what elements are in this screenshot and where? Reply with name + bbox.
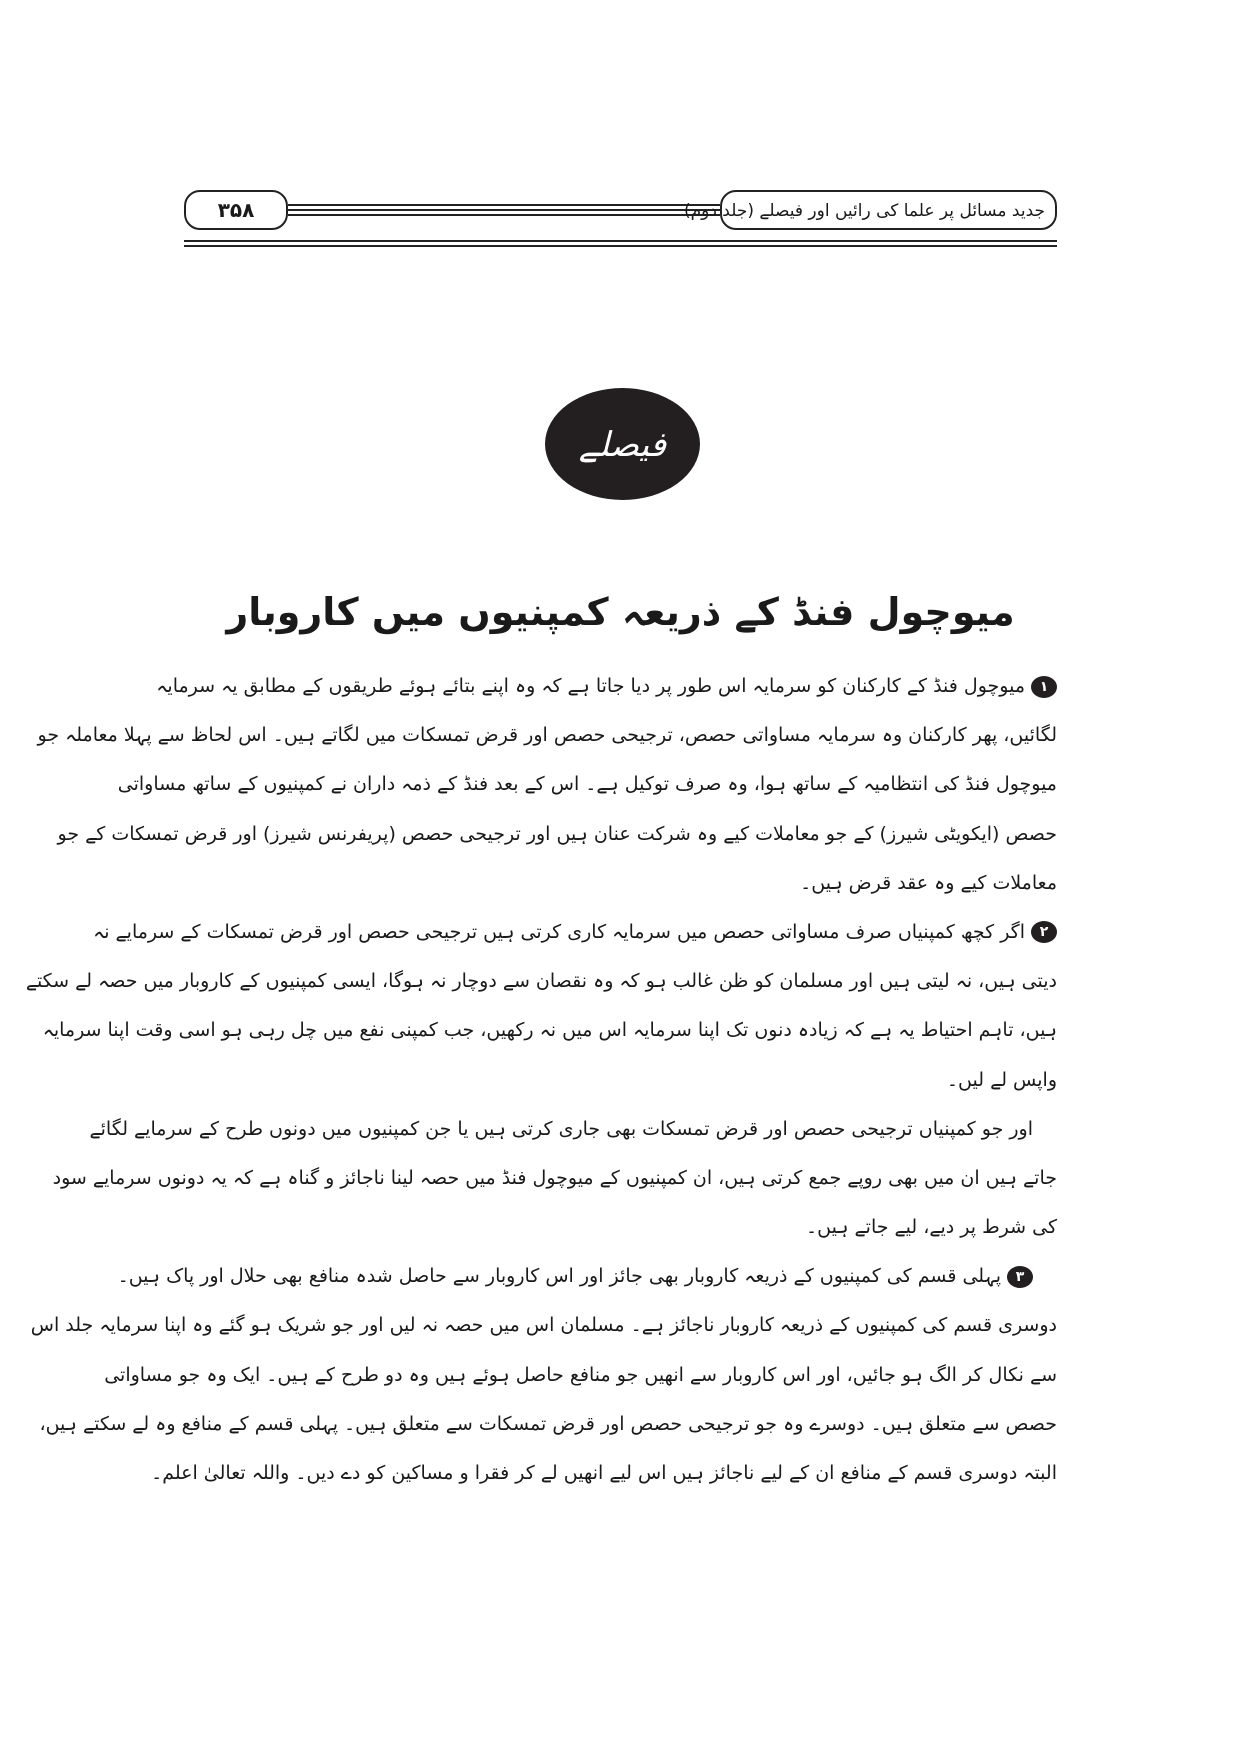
line-text: دوسری قسم کی کمپنیوں کے ذریعہ کاروبار ناجائز ہے۔ مسلمان اس میں حصہ نہ لیں اور جو شریک ہو گئے وہ اپنا سرمایہ جلد اس (30, 1314, 1057, 1337)
paragraph-line (151, 1455, 1057, 1504)
paragraph-line (25, 963, 1057, 1012)
line-text: لگائیں، پھر کارکنان وہ سرمایہ مساواتی حصص، ترجیحی حصص اور قرض تمسکات میں لگاتے ہیں۔ اس لحاظ سے پہلا معاملہ جو (37, 724, 1057, 747)
paragraph-line (42, 1012, 1057, 1061)
line-text: اگر کچھ کمپنیاں صرف مساواتی حصص میں سرمایہ کاری کرتی ہیں ترجیحی حصص اور قرض تمسکات کے سرمایے نہ (93, 920, 1025, 943)
line-text: جاتے ہیں ان میں بھی روپے جمع کرتی ہیں، ان کمپنیوں کے میوچول فنڈ میں حصہ لینا ناجائز و گناہ ہے کہ یہ دونوں سرمایے سود (52, 1166, 1057, 1189)
section-badge-text: فیصلے (578, 424, 667, 465)
line-text: حصص (ایکویٹی شیرز) کے جو معاملات کیے وہ شرکت عنان ہیں اور ترجیحی حصص (پریفرنس شیرز) اور قرض تمسکات کے جو (57, 822, 1057, 845)
paragraph-line (156, 668, 1057, 717)
numbered-marker-icon: ۳ (1007, 1266, 1033, 1288)
line-text: سے نکال کر الگ ہو جائیں، اور اس کاروبار سے انھیں جو منافع حاصل ہوئے ہیں وہ دو طرح کے ہیں۔ ایک وہ جو مساواتی (104, 1363, 1057, 1386)
paragraph-line (184, 865, 1057, 914)
paragraph-line (37, 717, 1057, 766)
paragraph-line (52, 1160, 1057, 1209)
line-text: حصص سے متعلق ہیں۔ دوسرے وہ جو ترجیحی حصص اور قرض تمسکات سے متعلق ہیں۔ پہلی قسم کے منافع وہ لے سکتے ہیں، (39, 1412, 1057, 1435)
paragraph-line (184, 1209, 1057, 1258)
line-text: واپس لے لیں۔ (946, 1068, 1057, 1091)
line-text: میوچول فنڈ کی انتظامیہ کے ساتھ ہوا، وہ صرف توکیل ہے۔ اس کے بعد فنڈ کے ذمہ داران نے کمپنیوں کے ساتھ مساواتی (117, 773, 1057, 796)
paragraph-line (39, 1406, 1057, 1455)
line-text: دیتی ہیں، نہ لیتی ہیں اور مسلمان کو ظن غالب ہو کہ وہ نقصان سے دوچار نہ ہوگا، ایسی کمپنیوں کے کاروبار میں حصہ لے سکتے (25, 970, 1057, 993)
page-number-text: ۳۵۸ (217, 198, 255, 222)
line-text: ہیں، تاہم احتیاط یہ ہے کہ زیادہ دنوں تک اپنا سرمایہ اس میں نہ رکھیں، جب کمپنی نفع میں چل رہی ہو اسی وقت اپنا سرمایہ (42, 1019, 1057, 1042)
paragraph-line (117, 766, 1057, 815)
numbered-marker-icon: ۲ (1031, 921, 1057, 943)
paragraph-line (117, 1258, 1057, 1307)
book-title: جدید مسائل پر علما کی رائیں اور فیصلے (جلد دوم) (683, 200, 1045, 221)
line-text: معاملات کیے وہ عقد قرض ہیں۔ (800, 871, 1057, 894)
chapter-title: میوچول فنڈ کے ذریعہ کمپنیوں میں کاروبار (226, 590, 1015, 634)
numbered-marker-icon: ۱ (1031, 676, 1057, 698)
running-header (683, 190, 1057, 230)
line-text: اور جو کمپنیاں ترجیحی حصص اور قرض تمسکات بھی جاری کرتی ہیں یا جن کمپنیوں میں دونوں طرح کے سرمایے لگائے (89, 1117, 1033, 1140)
paragraph-line (89, 1111, 1057, 1160)
line-text: کی شرط پر دیے، لیے جاتے ہیں۔ (806, 1216, 1057, 1239)
line-text: پہلی قسم کی کمپنیوں کے ذریعہ کاروبار بھی جائز اور اس کاروبار سے حاصل شدہ منافع بھی حلال اور پاک ہیں۔ (117, 1265, 1001, 1288)
paragraph-line (30, 1307, 1057, 1356)
section-badge (545, 388, 700, 500)
body-text (25, 668, 1057, 1504)
paragraph-line (104, 1357, 1057, 1406)
line-text: میوچول فنڈ کے کارکنان کو سرمایہ اس طور پر دیا جاتا ہے کہ وہ اپنے بتائے ہوئے طریقوں کے مطابق یہ سرمایہ (156, 675, 1025, 697)
header-rule (184, 240, 1057, 247)
header-divider (288, 204, 720, 216)
line-text: البتہ دوسری قسم کے منافع ان کے لیے ناجائز ہیں اس لیے انھیں لے کر فقرا و مساکین کو دے دیں۔ واللہ تعالیٰ اعلم۔ (151, 1462, 1057, 1484)
page-number (184, 190, 288, 230)
paragraph-line (57, 816, 1057, 865)
paragraph-line (93, 914, 1057, 963)
paragraph-line (184, 1062, 1057, 1111)
